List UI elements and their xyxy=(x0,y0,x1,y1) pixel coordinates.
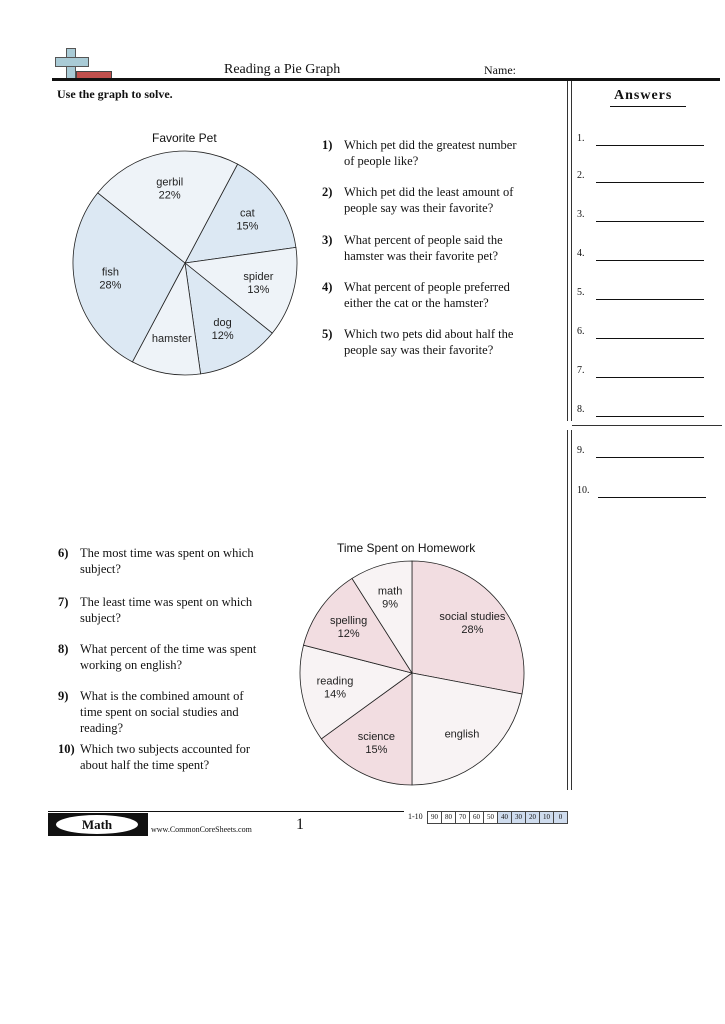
answer-input-line[interactable] xyxy=(596,416,704,417)
slice-label-spider: spider xyxy=(243,271,274,284)
score-scale-cell: 70 xyxy=(455,811,470,824)
slice-label-english: english xyxy=(444,728,480,741)
question-text xyxy=(344,279,510,311)
question-8 xyxy=(58,641,298,673)
slice-value-social-studies: 28% xyxy=(461,624,484,636)
slice-value-cat: 15% xyxy=(236,220,259,233)
slice-label-reading: reading xyxy=(316,675,354,688)
question-line: Which two subjects accounted for xyxy=(80,742,251,756)
score-scale-cell: 20 xyxy=(525,811,540,824)
header-rule xyxy=(52,78,720,81)
answer-number: 10. xyxy=(577,485,590,496)
answer-input-line[interactable] xyxy=(596,260,704,261)
question-number: 7) xyxy=(58,595,69,609)
slice-value-spelling: 12% xyxy=(337,627,360,640)
question-line: of people like? xyxy=(344,154,419,168)
question-text xyxy=(80,641,256,673)
answer-divider-right-1 xyxy=(571,81,572,421)
question-text xyxy=(344,137,517,169)
answer-input-line[interactable] xyxy=(596,299,704,300)
question-3 xyxy=(322,232,562,264)
slice-value-math: 9% xyxy=(382,598,399,611)
question-line: What percent of people said the xyxy=(344,233,503,247)
score-scale-cell: 10 xyxy=(539,811,554,824)
question-10 xyxy=(58,741,298,773)
answer-number: 9. xyxy=(577,445,585,456)
slice-label-spelling: spelling xyxy=(329,614,368,627)
question-number: 4) xyxy=(322,280,333,294)
score-scale-label: 1-10 xyxy=(408,812,423,821)
pie-chart-homework xyxy=(290,555,538,795)
answer-number: 8. xyxy=(577,404,585,415)
question-number: 10) xyxy=(58,742,75,756)
question-text xyxy=(80,545,254,577)
question-4 xyxy=(322,279,562,311)
instruction-text: Use the graph to solve. xyxy=(57,87,173,101)
answer-number: 2. xyxy=(577,170,585,181)
question-line: about half the time spent? xyxy=(80,758,210,772)
slice-label-hamster: hamster xyxy=(151,333,192,345)
answer-input-line[interactable] xyxy=(596,182,704,183)
math-badge-label: Math xyxy=(56,815,138,834)
slice-value-reading: 14% xyxy=(323,688,347,701)
slice-label-cat: cat xyxy=(240,207,255,220)
slice-value-spider: 13% xyxy=(247,284,270,297)
answer-number: 7. xyxy=(577,365,585,376)
question-number: 9) xyxy=(58,689,69,703)
slice-value-gerbil: 22% xyxy=(158,189,181,202)
question-7 xyxy=(58,594,298,626)
question-number: 1) xyxy=(322,138,333,152)
slice-label-math: math xyxy=(377,585,403,598)
answer-number: 4. xyxy=(577,248,585,259)
question-text xyxy=(344,232,503,264)
question-2 xyxy=(322,184,562,216)
slice-value-dog: 12% xyxy=(211,330,234,343)
score-scale-cell: 40 xyxy=(497,811,512,824)
answer-number: 6. xyxy=(577,326,585,337)
answers-title: Answers xyxy=(614,88,673,103)
question-line: Which two pets did about half the xyxy=(344,327,514,341)
question-5 xyxy=(322,326,562,358)
question-line: Which pet did the least amount of xyxy=(344,185,514,199)
site-url: www.CommonCoreSheets.com xyxy=(151,825,252,834)
question-text xyxy=(80,688,244,736)
answer-input-line[interactable] xyxy=(596,338,704,339)
question-number: 3) xyxy=(322,233,333,247)
question-line: What percent of people preferred xyxy=(344,280,510,294)
answer-section-rule xyxy=(572,425,722,426)
question-line: The most time was spent on which xyxy=(80,546,254,560)
answers-title-underline xyxy=(610,106,686,107)
score-scale xyxy=(428,811,568,824)
answer-input-line[interactable] xyxy=(596,377,704,378)
question-1 xyxy=(322,137,562,169)
question-line: hamster was their favorite pet? xyxy=(344,249,499,263)
answer-number: 1. xyxy=(577,133,585,144)
slice-label-fish: fish xyxy=(101,266,119,279)
name-label: Name: xyxy=(484,63,516,77)
score-scale-cell: 90 xyxy=(427,811,442,824)
answer-input-line[interactable] xyxy=(596,221,704,222)
score-scale-cell: 30 xyxy=(511,811,526,824)
slice-label-gerbil: gerbil xyxy=(156,176,184,189)
question-9 xyxy=(58,688,298,736)
question-line: working on english? xyxy=(80,658,183,672)
chart-title-favorite-pet: Favorite Pet xyxy=(152,131,217,145)
question-number: 8) xyxy=(58,642,69,656)
answer-input-line[interactable] xyxy=(596,457,704,458)
worksheet-title: Reading a Pie Graph xyxy=(224,62,341,77)
question-number: 5) xyxy=(322,327,333,341)
question-line: time spent on social studies and xyxy=(80,705,239,719)
question-line: people say was their favorite? xyxy=(344,201,494,215)
answer-number: 5. xyxy=(577,287,585,298)
slice-label-social-studies: social studies xyxy=(439,611,506,623)
score-scale-cell: 60 xyxy=(469,811,484,824)
question-line: Which pet did the greatest number xyxy=(344,138,517,152)
answer-divider-right-2 xyxy=(571,430,572,790)
question-line: either the cat or the hamster? xyxy=(344,296,489,310)
question-6 xyxy=(58,545,298,577)
score-scale-cell: 0 xyxy=(553,811,568,824)
question-line: subject? xyxy=(80,562,121,576)
answer-number: 3. xyxy=(577,209,585,220)
slice-value-science: 15% xyxy=(365,743,388,756)
question-line: What is the combined amount of xyxy=(80,689,244,703)
question-text xyxy=(344,326,513,358)
question-text xyxy=(80,594,252,626)
question-line: reading? xyxy=(80,721,124,735)
answer-divider-left-2 xyxy=(567,430,568,790)
slice-label-dog: dog xyxy=(213,317,232,330)
question-number: 6) xyxy=(58,546,69,560)
chart-title-homework: Time Spent on Homework xyxy=(337,541,476,555)
slice-label-science: science xyxy=(357,730,396,743)
question-text xyxy=(80,741,250,773)
question-number: 2) xyxy=(322,185,333,199)
question-line: The least time was spent on which xyxy=(80,595,253,609)
footer-rule xyxy=(48,811,404,812)
logo-plus-horizontal xyxy=(55,57,89,67)
question-line: subject? xyxy=(80,611,121,625)
score-scale-cell: 50 xyxy=(483,811,498,824)
answer-divider-left-1 xyxy=(567,81,568,421)
question-line: people say was their favorite? xyxy=(344,343,494,357)
pie-chart-favorite-pet xyxy=(70,150,310,384)
answer-input-line[interactable] xyxy=(596,145,704,146)
question-line: What percent of the time was spent xyxy=(80,642,257,656)
slice-value-fish: 28% xyxy=(99,279,122,292)
answer-input-line[interactable] xyxy=(598,497,706,498)
question-text xyxy=(344,184,513,216)
score-scale-cell: 80 xyxy=(441,811,456,824)
page-number: 1 xyxy=(296,816,304,833)
